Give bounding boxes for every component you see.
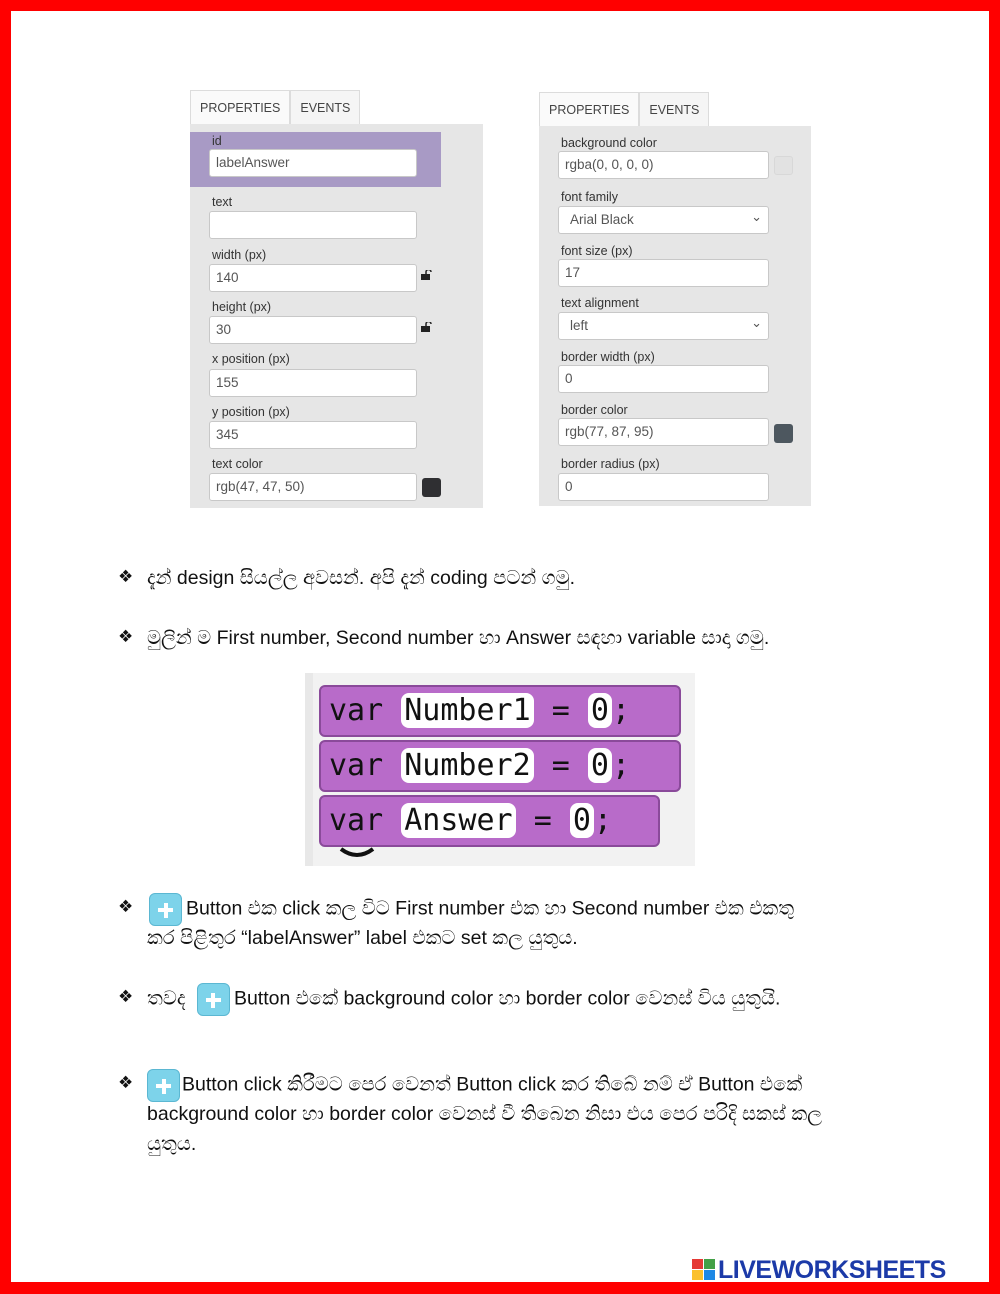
bullet-text-5 — [147, 1069, 802, 1102]
text-color-input[interactable]: rgb(47, 47, 50) — [209, 473, 417, 501]
font-family-select[interactable]: Arial Black ⌄ — [558, 206, 769, 234]
unlock-icon[interactable] — [421, 322, 433, 332]
bullet-text-5-line2: background color හා border color වෙනස් වී තිබෙන නිසා එය පෙර පරිදි සකස් කල — [147, 1103, 823, 1125]
liveworksheets-logo-icon — [692, 1259, 716, 1281]
height-label: height (px) — [212, 300, 272, 314]
tab-properties[interactable]: PROPERTIES — [539, 92, 639, 126]
x-position-label: x position (px) — [212, 352, 290, 366]
var-block — [319, 685, 681, 737]
border-color-input[interactable]: rgb(77, 87, 95) — [558, 418, 769, 446]
y-position-input[interactable]: 345 — [209, 421, 417, 449]
text-alignment-select[interactable]: left ⌄ — [558, 312, 769, 340]
id-input[interactable]: labelAnswer — [209, 149, 417, 177]
properties-panel-left — [190, 90, 483, 508]
semicolon: ; — [611, 693, 630, 728]
bullet-text-3 — [147, 893, 794, 926]
value: 0 — [588, 748, 612, 783]
id-label: id — [212, 134, 222, 148]
bullet-text-5-line3: යුතුය. — [147, 1133, 197, 1155]
semicolon: ; — [593, 803, 612, 838]
border-color-swatch[interactable] — [774, 424, 793, 443]
x-position-input[interactable]: 155 — [209, 369, 417, 397]
operator: = — [551, 693, 570, 728]
text-color-swatch[interactable] — [422, 478, 441, 497]
width-input[interactable]: 140 — [209, 264, 417, 292]
plus-button-icon — [197, 983, 230, 1016]
unlock-icon[interactable] — [421, 270, 433, 280]
variable-name: Number1 — [401, 693, 533, 728]
text-input[interactable] — [209, 211, 417, 239]
var-block — [319, 795, 660, 847]
block-connector — [339, 845, 379, 861]
border-radius-label: border radius (px) — [561, 457, 660, 471]
bullet-icon: ❖ — [118, 627, 134, 647]
panel-tabs — [190, 90, 360, 124]
operator: = — [533, 803, 552, 838]
plus-button-icon — [147, 1069, 180, 1102]
keyword: var — [329, 693, 384, 728]
bullet-text-1: දැන් design සියල්ල අවසන්. අපි දැන් coding පටන් ගමු. — [147, 567, 576, 589]
liveworksheets-brand: LIVEWORKSHEETS — [718, 1256, 946, 1284]
border-color-label: border color — [561, 403, 628, 417]
operator: = — [551, 748, 570, 783]
id-field — [212, 134, 222, 149]
keyword: var — [329, 748, 384, 783]
semicolon: ; — [611, 748, 630, 783]
height-input[interactable]: 30 — [209, 316, 417, 344]
text-label: text — [212, 195, 233, 209]
bullet-text-3-line1: Button එක click කල විට First number එක හා Second number එක එකතු — [186, 897, 795, 920]
tab-events[interactable]: EVENTS — [290, 90, 360, 124]
width-label: width (px) — [212, 248, 267, 262]
bullet-text-4 — [147, 983, 780, 1016]
variable-name: Answer — [401, 803, 515, 838]
plus-button-icon — [149, 893, 182, 926]
text-color-label: text color — [212, 457, 263, 471]
bullet-icon: ❖ — [118, 987, 134, 1007]
properties-panel-right — [539, 92, 811, 506]
tab-properties[interactable]: PROPERTIES — [190, 90, 290, 124]
background-color-input[interactable]: rgba(0, 0, 0, 0) — [558, 151, 769, 179]
panel-tabs — [539, 92, 709, 126]
bullet-icon: ❖ — [118, 1073, 134, 1093]
bullet-icon: ❖ — [118, 897, 134, 917]
y-position-label: y position (px) — [212, 405, 290, 419]
background-color-swatch[interactable] — [774, 156, 793, 175]
border-width-label: border width (px) — [561, 350, 655, 364]
text-alignment-label: text alignment — [561, 296, 639, 310]
font-size-input[interactable]: 17 — [558, 259, 769, 287]
value: 0 — [588, 693, 612, 728]
var-block — [319, 740, 681, 792]
code-blocks-image — [305, 673, 695, 866]
value: 0 — [570, 803, 594, 838]
variable-name: Number2 — [401, 748, 533, 783]
bullet-text-2: මුලින් ම First number, Second number හා Answer සඳහා variable සාදා ගමු. — [147, 627, 770, 649]
keyword: var — [329, 803, 384, 838]
bullet-text-4-pre: තවද — [147, 987, 186, 1010]
border-width-input[interactable]: 0 — [558, 365, 769, 393]
background-color-label: background color — [561, 136, 657, 150]
border-radius-input[interactable]: 0 — [558, 473, 769, 501]
font-family-label: font family — [561, 190, 618, 204]
bullet-text-4-post: Button එකේ background color හා border color වෙනස් විය යුතුයි. — [233, 987, 781, 1010]
bullet-icon: ❖ — [118, 567, 134, 587]
tab-events[interactable]: EVENTS — [639, 92, 709, 126]
bullet-text-5-line1: Button click කිරීමට පෙර වෙනත් Button click කර තිබේ නම් ඒ Button එකේ — [182, 1073, 803, 1096]
bullet-text-3-line2: කර පිළිතුර “labelAnswer” label එකට set කල යුතුය. — [147, 927, 578, 949]
font-size-label: font size (px) — [561, 244, 633, 258]
